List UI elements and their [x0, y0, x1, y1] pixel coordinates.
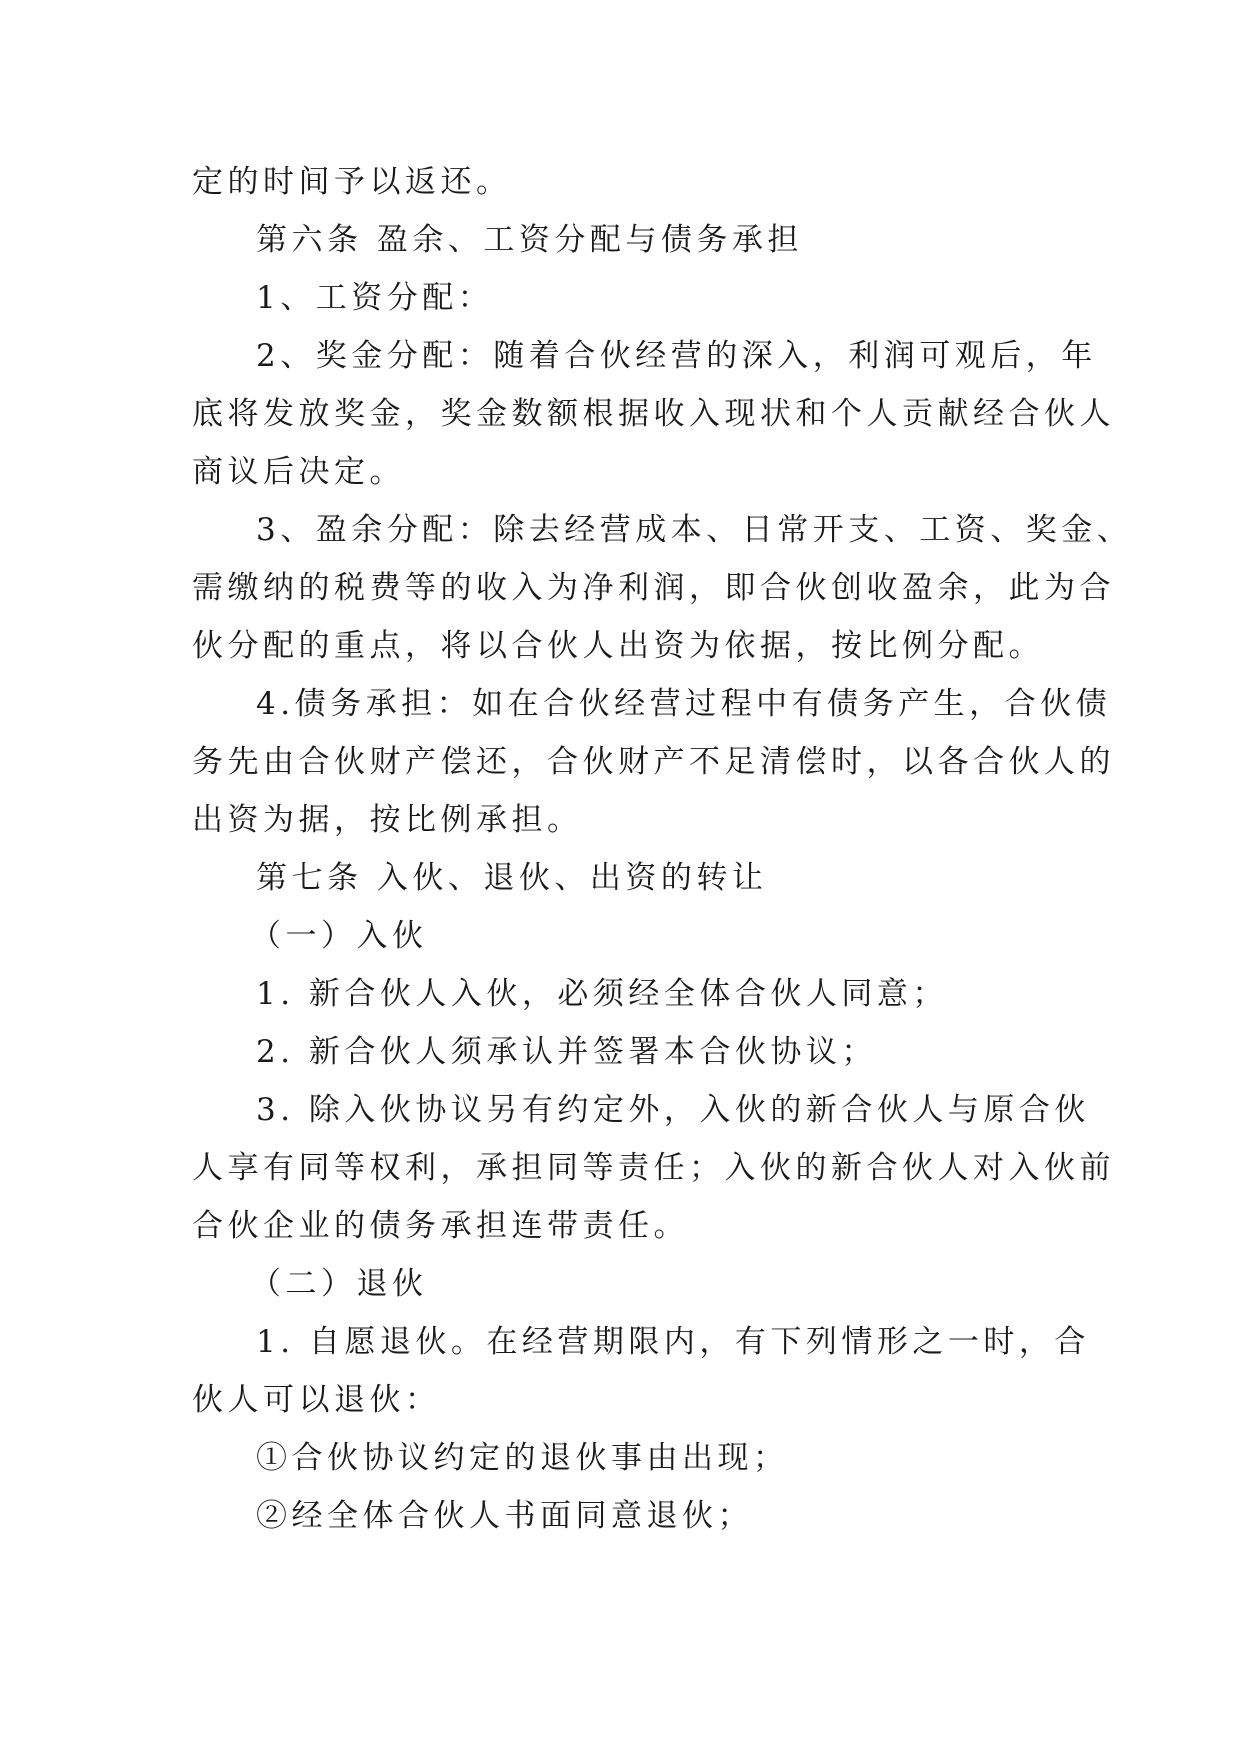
- paragraph-line: 需缴纳的税费等的收入为净利润，即合伙创收盈余，此为合: [192, 570, 1115, 606]
- article-6-heading: 第六条 盈余、工资分配与债务承担: [256, 222, 803, 258]
- paragraph-line: 3. 除入伙协议另有约定外，入伙的新合伙人与原合伙: [256, 1092, 1090, 1128]
- paragraph-line: 底将发放奖金，奖金数额根据收入现状和个人贡献经合伙人: [192, 396, 1115, 432]
- paragraph-line: 伙分配的重点，将以合伙人出资为依据，按比例分配。: [192, 628, 1044, 664]
- paragraph-line: 3、盈余分配：除去经营成本、日常开支、工资、奖金、: [256, 512, 1133, 548]
- paragraph-line: 定的时间予以返还。: [192, 164, 512, 200]
- paragraph-line: 1. 新合伙人入伙，必须经全体合伙人同意；: [256, 976, 948, 1012]
- section-heading-withdraw: （二）退伙: [250, 1266, 428, 1302]
- paragraph-line: ①合伙协议约定的退伙事由出现；: [256, 1440, 789, 1476]
- paragraph-line: 1. 自愿退伙。在经营期限内，有下列情形之一时，合: [256, 1324, 1090, 1360]
- paragraph-line: 1、工资分配：: [256, 280, 494, 316]
- paragraph-line: 出资为据，按比例承担。: [192, 802, 583, 838]
- paragraph-line: 合伙企业的债务承担连带责任。: [192, 1208, 689, 1244]
- paragraph-line: 商议后决定。: [192, 454, 405, 490]
- paragraph-line: ②经全体合伙人书面同意退伙；: [256, 1498, 753, 1534]
- article-7-heading: 第七条 入伙、退伙、出资的转让: [256, 860, 768, 896]
- document-body: [192, 153, 1133, 1545]
- paragraph-line: 务先由合伙财产偿还，合伙财产不足清偿时，以各合伙人的: [192, 744, 1115, 780]
- paragraph-line: 人享有同等权利，承担同等责任；入伙的新合伙人对入伙前: [192, 1150, 1115, 1186]
- paragraph-line: 2、奖金分配：随着合伙经营的深入，利润可观后，年: [256, 338, 1097, 374]
- paragraph-line: 伙人可以退伙：: [192, 1382, 441, 1418]
- paragraph-line: 4.债务承担：如在合伙经营过程中有债务产生，合伙债: [256, 686, 1112, 722]
- paragraph-line: 2. 新合伙人须承认并签署本合伙协议；: [256, 1034, 877, 1070]
- section-heading-join: （一）入伙: [250, 918, 428, 954]
